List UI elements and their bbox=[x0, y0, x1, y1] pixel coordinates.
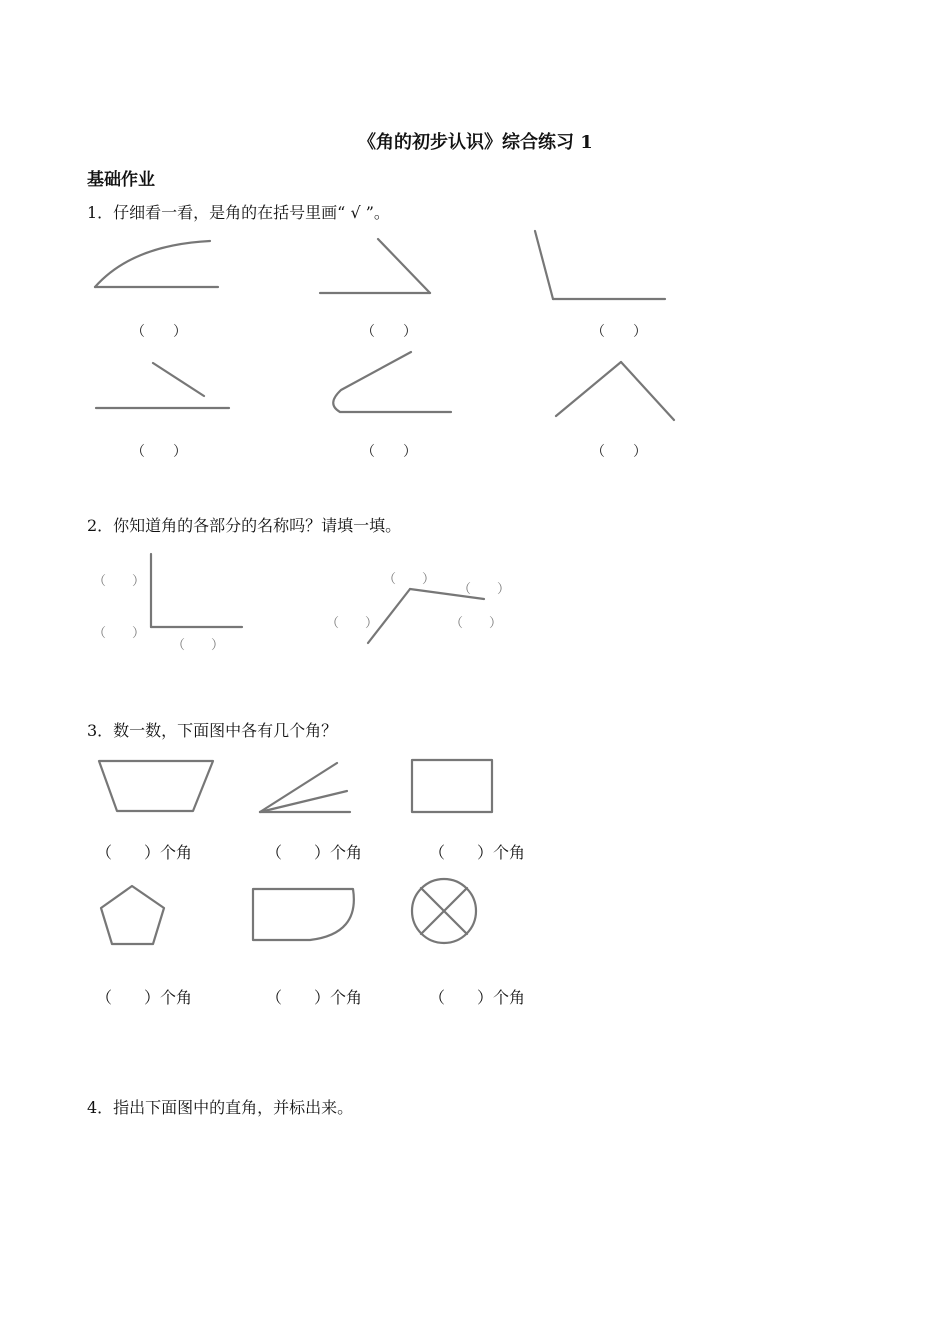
q3-answer-three-rays[interactable]: （ ）个角 bbox=[266, 843, 363, 862]
q1-figure-obtuse-angle bbox=[530, 226, 670, 304]
q2-blank-vertex-label[interactable]: （ ） bbox=[93, 626, 146, 641]
q2-blank-vertex-label-2[interactable]: （ ） bbox=[383, 572, 436, 587]
q1-answer-blank-4[interactable]: （ ） bbox=[131, 444, 187, 460]
q1-figure-rounded-vertex bbox=[326, 346, 456, 418]
q2-blank-side-label-2[interactable]: （ ） bbox=[458, 582, 511, 597]
q3-figure-rectangle bbox=[408, 756, 496, 816]
q3-answer-pentagon[interactable]: （ ）个角 bbox=[96, 988, 193, 1007]
q2-blank-side-label-3[interactable]: （ ） bbox=[326, 616, 379, 631]
q3-figure-trapezoid bbox=[95, 757, 217, 815]
page-title: 《角的初步认识》综合练习 1 bbox=[358, 132, 593, 153]
q1-answer-blank-2[interactable]: （ ） bbox=[361, 324, 417, 340]
question-1-text: 1．仔细看一看，是角的在括号里画“ √ ”。 bbox=[87, 203, 390, 222]
question-3-text: 3．数一数，下面图中各有几个角？ bbox=[87, 721, 338, 740]
q3-answer-rectangle[interactable]: （ ）个角 bbox=[429, 843, 526, 862]
q1-answer-blank-3[interactable]: （ ） bbox=[591, 324, 647, 340]
q3-answer-trapezoid[interactable]: （ ）个角 bbox=[96, 843, 193, 862]
q3-figure-three-rays bbox=[255, 758, 355, 816]
q2-blank-side-label-4[interactable]: （ ） bbox=[450, 616, 503, 631]
q2-blank-base-side-label[interactable]: （ ） bbox=[172, 638, 225, 653]
q3-figure-rounded-rectangle bbox=[248, 884, 358, 946]
q1-answer-blank-1[interactable]: （ ） bbox=[131, 324, 187, 340]
section-heading: 基础作业 bbox=[87, 170, 155, 190]
question-2-text: 2．你知道角的各部分的名称吗？请填一填。 bbox=[87, 516, 402, 535]
q1-answer-blank-5[interactable]: （ ） bbox=[361, 444, 417, 460]
q1-figure-acute-angle bbox=[315, 234, 435, 298]
question-4-text: 4．指出下面图中的直角，并标出来。 bbox=[87, 1098, 354, 1117]
q3-answer-rounded-rectangle[interactable]: （ ）个角 bbox=[266, 988, 363, 1007]
q2-figure-right-angle bbox=[147, 550, 247, 632]
q2-blank-side-label[interactable]: （ ） bbox=[93, 574, 146, 589]
q3-answer-circle[interactable]: （ ）个角 bbox=[429, 988, 526, 1007]
q1-figure-inverted-angle bbox=[551, 356, 679, 426]
q3-figure-pentagon bbox=[97, 882, 169, 948]
q1-figure-disconnected-lines bbox=[91, 358, 236, 414]
q3-figure-circle-with-cross bbox=[407, 874, 481, 948]
q1-figure-curve-side bbox=[90, 236, 225, 294]
q1-answer-blank-6[interactable]: （ ） bbox=[591, 444, 647, 460]
